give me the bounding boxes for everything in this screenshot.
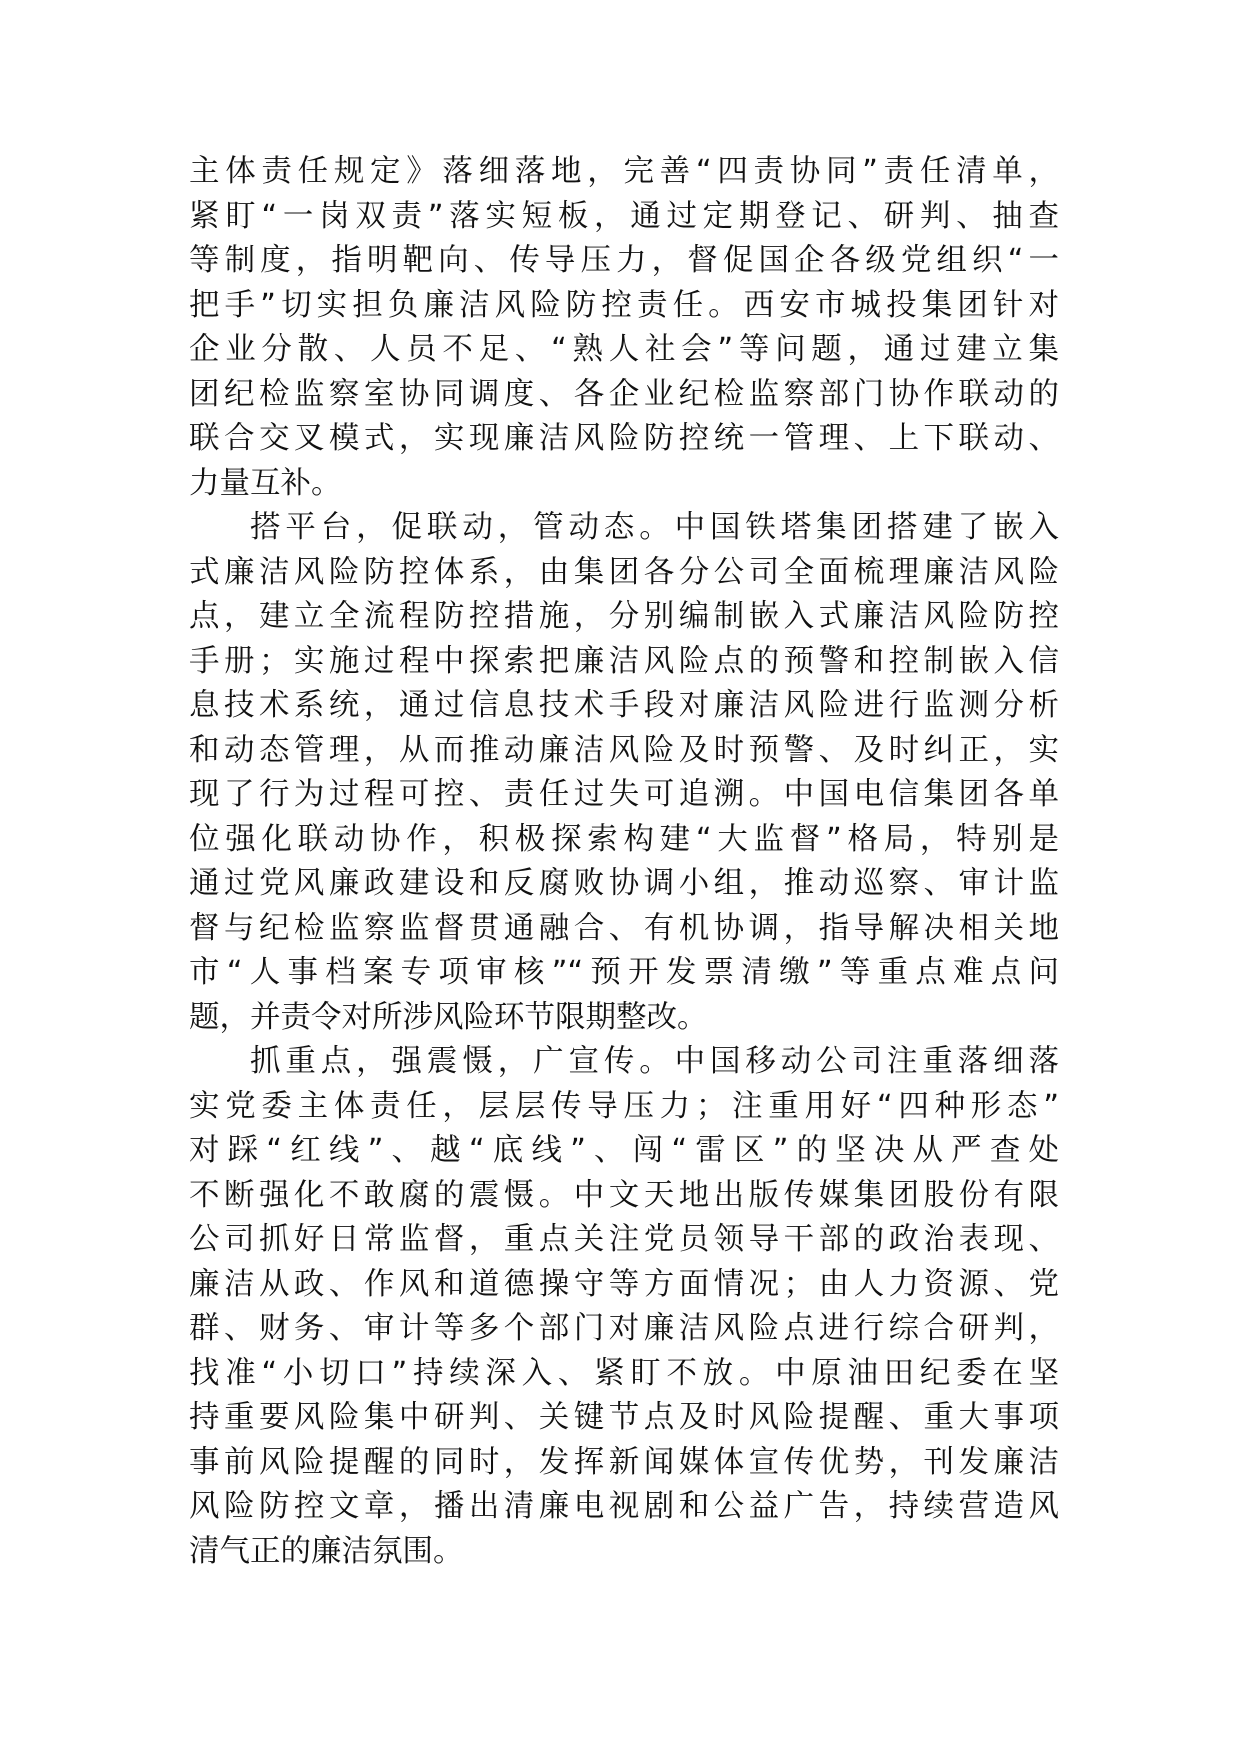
text-line: 督与纪检监察监督贯通融合、有机协调，指导解决相关地 xyxy=(189,910,1059,946)
text-line: 主体责任规定》落细落地，完善“四责协同”责任清单， xyxy=(189,154,1059,189)
text-line: 联合交叉模式，实现廉洁风险防控统一管理、上下联动、 xyxy=(189,421,1059,456)
text-line: 位强化联动协作，积极探索构建“大监督”格局，特别是 xyxy=(189,821,1059,857)
text-line: 实党委主体责任，层层传导压力；注重用好“四种形态” xyxy=(189,1088,1059,1124)
text-line: 息技术系统，通过信息技术手段对廉洁风险进行监测分析 xyxy=(189,688,1059,723)
text-line: 廉洁从政、作风和道德操守等方面情况；由人力资源、党 xyxy=(189,1266,1059,1302)
text-line: 通过党风廉政建设和反腐败协调小组，推动巡察、审计监 xyxy=(189,866,1059,901)
text-line: 和动态管理，从而推动廉洁风险及时预警、及时纠正，实 xyxy=(189,732,1059,768)
text-line: 力量互补。 xyxy=(189,465,342,501)
paragraph-3 xyxy=(189,1040,1059,1574)
text-line: 公司抓好日常监督，重点关注党员领导干部的政治表现、 xyxy=(189,1222,1059,1257)
body-text xyxy=(189,150,1059,1574)
text-line: 搭平台，促联动，管动态。中国铁塔集团搭建了嵌入 xyxy=(250,510,1059,545)
text-line: 手册；实施过程中探索把廉洁风险点的预警和控制嵌入信 xyxy=(189,643,1059,679)
text-line: 市“人事档案专项审核”“预开发票清缴”等重点难点问 xyxy=(189,955,1059,990)
text-line: 清气正的廉洁氛围。 xyxy=(189,1533,464,1569)
text-line: 式廉洁风险防控体系，由集团各分公司全面梳理廉洁风险 xyxy=(189,554,1059,590)
text-line: 风险防控文章，播出清廉电视剧和公益广告，持续营造风 xyxy=(189,1489,1059,1524)
text-line: 团纪检监察室协同调度、各企业纪检监察部门协作联动的 xyxy=(189,376,1059,412)
text-line: 企业分散、人员不足、“熟人社会”等问题，通过建立集 xyxy=(189,332,1059,367)
text-line: 抓重点，强震慑，广宣传。中国移动公司注重落细落 xyxy=(250,1044,1059,1079)
paragraph-2 xyxy=(189,506,1059,1040)
text-line: 把手”切实担负廉洁风险防控责任。西安市城投集团针对 xyxy=(189,287,1059,323)
text-line: 点，建立全流程防控措施，分别编制嵌入式廉洁风险防控 xyxy=(189,599,1059,634)
text-line: 紧盯“一岗双责”落实短板，通过定期登记、研判、抽查 xyxy=(189,198,1059,234)
text-line: 群、财务、审计等多个部门对廉洁风险点进行综合研判， xyxy=(189,1311,1059,1346)
text-line: 事前风险提醒的同时，发挥新闻媒体宣传优势，刊发廉洁 xyxy=(189,1444,1059,1480)
text-line: 等制度，指明靶向、传导压力，督促国企各级党组织“一 xyxy=(189,243,1059,278)
paragraph-1 xyxy=(189,150,1059,506)
text-line: 持重要风险集中研判、关键节点及时风险提醒、重大事项 xyxy=(189,1400,1059,1435)
text-line: 找准“小切口”持续深入、紧盯不放。中原油田纪委在坚 xyxy=(189,1355,1059,1391)
text-line: 现了行为过程可控、责任过失可追溯。中国电信集团各单 xyxy=(189,777,1059,812)
text-line: 不断强化不敢腐的震慑。中文天地出版传媒集团股份有限 xyxy=(189,1177,1059,1213)
text-line: 对踩“红线”、越“底线”、闯“雷区”的坚决从严查处 xyxy=(189,1133,1059,1168)
text-line: 题，并责令对所涉风险环节限期整改。 xyxy=(189,999,708,1035)
